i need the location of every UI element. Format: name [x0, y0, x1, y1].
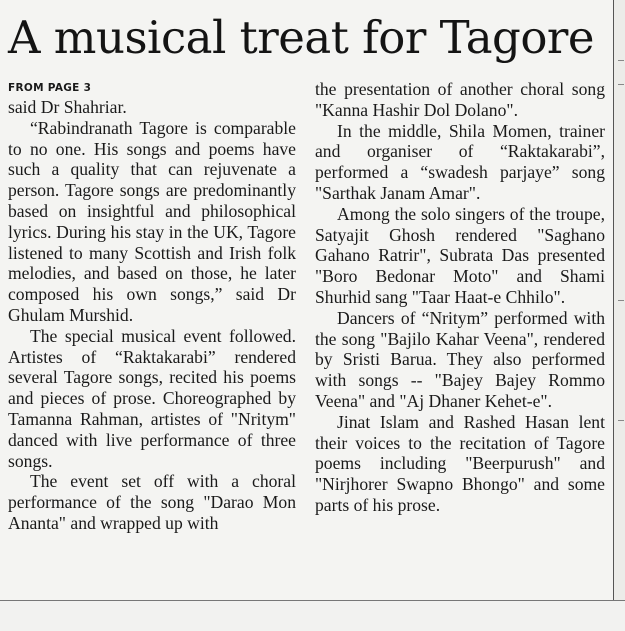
paragraph: The special musical event followed. Artistes of “Raktakarabi” rendered several Tagore songs, recited his poems and pieces of prose. Choreographed by Tamanna Rahman, artistes of "Nritym" danced with live performance of three songs. [8, 325, 296, 471]
article-column-left [8, 80, 296, 534]
paragraph: Among the solo singers of the troupe, Satyajit Ghosh rendered "Saghano Gahano Ratrir", Subrata Das presented "Boro Bedonar Moto" and Shami Shurhid sang "Taar Haat-e Chhilo". [315, 203, 605, 307]
article-headline: A musical treat for Tagore [8, 11, 595, 64]
paragraph: In the middle, Shila Momen, trainer and organiser of “Raktakarabi”, performed a “swadesh parjaye” song "Sarthak Janam Amar". [315, 120, 605, 203]
paragraph: Jinat Islam and Rashed Hasan lent their voices to the recitation of Tagore poems including "Beerpurush" and "Nirjhorer Swapno Bhongo" and some parts of his prose. [315, 411, 605, 515]
edge-mark [618, 300, 624, 301]
paragraph: said Dr Shahriar. [8, 97, 127, 117]
paragraph: “Rabindranath Tagore is comparable to no one. His songs and poems have such a quality that can rejuvenate a person. Tagore songs are predominantly based on insightful and philosophical lyrics. During his stay in the UK, Tagore listened to many Scottish and Irish folk melodies, and based on those, he later composed his own songs,” said Dr Ghulam Murshid. [8, 117, 296, 325]
edge-mark [618, 84, 624, 85]
bottom-rule [0, 600, 625, 601]
paragraph: Dancers of “Nritym” performed with the song "Bajilo Kahar Veena", rendered by Sristi Barua. They also performed with songs -- "Bajey Bajey Rommo Veena" and "Aj Dhaner Kehet-e". [315, 307, 605, 411]
edge-mark [618, 60, 624, 61]
article-column-right [315, 79, 605, 516]
edge-mark [618, 420, 624, 421]
paragraph: The event set off with a choral performance of the song "Darao Mon Ananta" and wrapped up with [8, 471, 296, 533]
paragraph: the presentation of another choral song "Kanna Hashir Dol Dolano". [315, 79, 605, 120]
continuation-kicker: FROM PAGE 3 [8, 82, 92, 94]
